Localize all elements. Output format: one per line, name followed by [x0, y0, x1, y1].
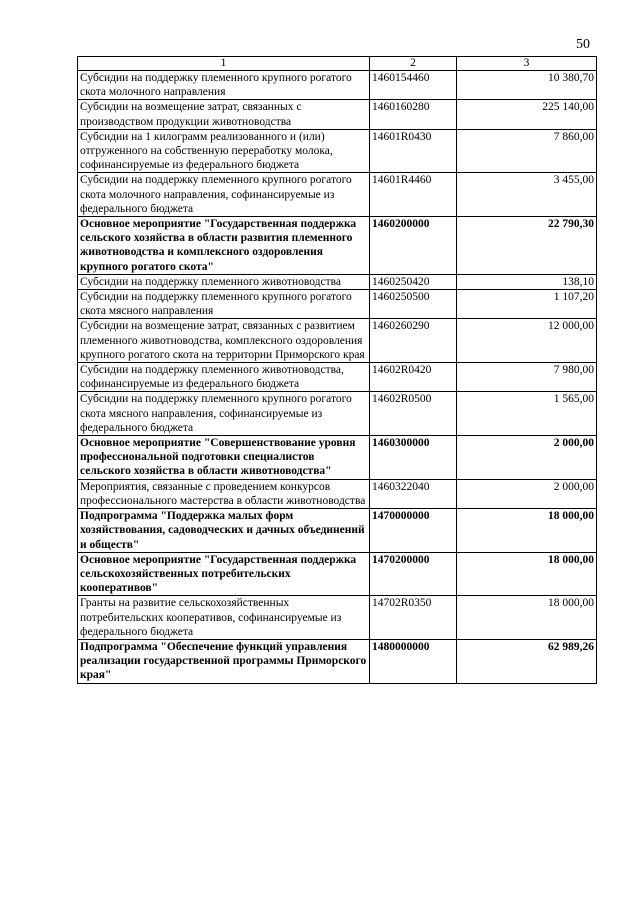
table-row [78, 319, 597, 363]
table-row [78, 274, 597, 289]
table-row [78, 363, 597, 392]
row-code-cell: 14601R0430 [370, 129, 457, 173]
row-code-cell: 1460160280 [370, 100, 457, 129]
row-name-cell: Основное мероприятие "Совершенствование уровня профессиональной подготовки специалистов сельского хозяйства в области животноводства" [78, 436, 370, 480]
row-name-cell: Субсидии на поддержку племенного крупного рогатого скота молочного направления [78, 71, 370, 100]
row-amount-cell: 62 989,26 [457, 639, 597, 683]
row-code-cell: 1460260290 [370, 319, 457, 363]
row-amount-cell: 3 455,00 [457, 173, 597, 217]
table-row [78, 479, 597, 508]
row-amount-cell: 2 000,00 [457, 479, 597, 508]
row-name-cell: Основное мероприятие "Государственная поддержка сельскохозяйственных потребительских кооперативов" [78, 552, 370, 596]
row-amount-cell: 7 980,00 [457, 363, 597, 392]
table-row [78, 552, 597, 596]
row-amount-cell: 10 380,70 [457, 71, 597, 100]
row-name-cell: Субсидии на поддержку племенного крупного рогатого скота мясного направления, софинансируемые из федерального бюджета [78, 392, 370, 436]
budget-table [77, 56, 597, 684]
row-amount-cell: 1 107,20 [457, 290, 597, 319]
table-body [78, 71, 597, 684]
row-amount-cell: 18 000,00 [457, 552, 597, 596]
header-col-3: 3 [457, 57, 597, 71]
row-name-cell: Субсидии на поддержку племенного животноводства [78, 274, 370, 289]
row-code-cell: 1480000000 [370, 639, 457, 683]
row-name-cell: Субсидии на возмещение затрат, связанных с производством продукции животноводства [78, 100, 370, 129]
table-row [78, 290, 597, 319]
table-row [78, 217, 597, 275]
table-row [78, 100, 597, 129]
row-amount-cell: 225 140,00 [457, 100, 597, 129]
row-code-cell: 14602R0420 [370, 363, 457, 392]
row-code-cell: 1460250420 [370, 274, 457, 289]
table-row [78, 71, 597, 100]
row-code-cell: 1460200000 [370, 217, 457, 275]
row-code-cell: 1460322040 [370, 479, 457, 508]
row-name-cell: Основное мероприятие "Государственная поддержка сельского хозяйства в области развития племенного животноводства и комплексного оздоровления крупного рогатого скота" [78, 217, 370, 275]
row-amount-cell: 2 000,00 [457, 436, 597, 480]
table-row [78, 436, 597, 480]
header-col-2: 2 [370, 57, 457, 71]
row-code-cell: 1470200000 [370, 552, 457, 596]
row-amount-cell: 18 000,00 [457, 596, 597, 640]
row-amount-cell: 22 790,30 [457, 217, 597, 275]
row-amount-cell: 12 000,00 [457, 319, 597, 363]
row-name-cell: Подпрограмма "Обеспечение функций управления реализации государственной программы Приморского края" [78, 639, 370, 683]
table-row [78, 639, 597, 683]
row-amount-cell: 7 860,00 [457, 129, 597, 173]
row-code-cell: 14601R4460 [370, 173, 457, 217]
row-name-cell: Субсидии на поддержку племенного крупного рогатого скота мясного направления [78, 290, 370, 319]
row-name-cell: Субсидии на 1 килограмм реализованного и (или) отгруженного на собственную переработку молока, софинансируемые из федерального бюджета [78, 129, 370, 173]
row-name-cell: Мероприятия, связанные с проведением конкурсов профессионального мастерства в области животноводства [78, 479, 370, 508]
row-code-cell: 1460300000 [370, 436, 457, 480]
table-row [78, 509, 597, 553]
row-amount-cell: 138,10 [457, 274, 597, 289]
row-code-cell: 14602R0500 [370, 392, 457, 436]
table-row [78, 596, 597, 640]
row-name-cell: Гранты на развитие сельскохозяйственных потребительских кооперативов, софинансируемые из федерального бюджета [78, 596, 370, 640]
row-name-cell: Подпрограмма "Поддержка малых форм хозяйствования, садоводческих и дачных объединений и обществ" [78, 509, 370, 553]
row-code-cell: 1460250500 [370, 290, 457, 319]
row-code-cell: 1470000000 [370, 509, 457, 553]
row-amount-cell: 1 565,00 [457, 392, 597, 436]
table-row [78, 173, 597, 217]
row-code-cell: 1460154460 [370, 71, 457, 100]
row-name-cell: Субсидии на поддержку племенного крупного рогатого скота молочного направления, софинансируемые из федерального бюджета [78, 173, 370, 217]
table-header-row [78, 57, 597, 71]
row-name-cell: Субсидии на поддержку племенного животноводства, софинансируемые из федерального бюджета [78, 363, 370, 392]
table-row [78, 129, 597, 173]
header-col-1: 1 [78, 57, 370, 71]
row-code-cell: 14702R0350 [370, 596, 457, 640]
table-row [78, 392, 597, 436]
row-name-cell: Субсидии на возмещение затрат, связанных с развитием племенного животноводства, комплексного оздоровления крупного рогатого скота на территории Приморского края [78, 319, 370, 363]
page-number: 50 [576, 37, 590, 52]
row-amount-cell: 18 000,00 [457, 509, 597, 553]
